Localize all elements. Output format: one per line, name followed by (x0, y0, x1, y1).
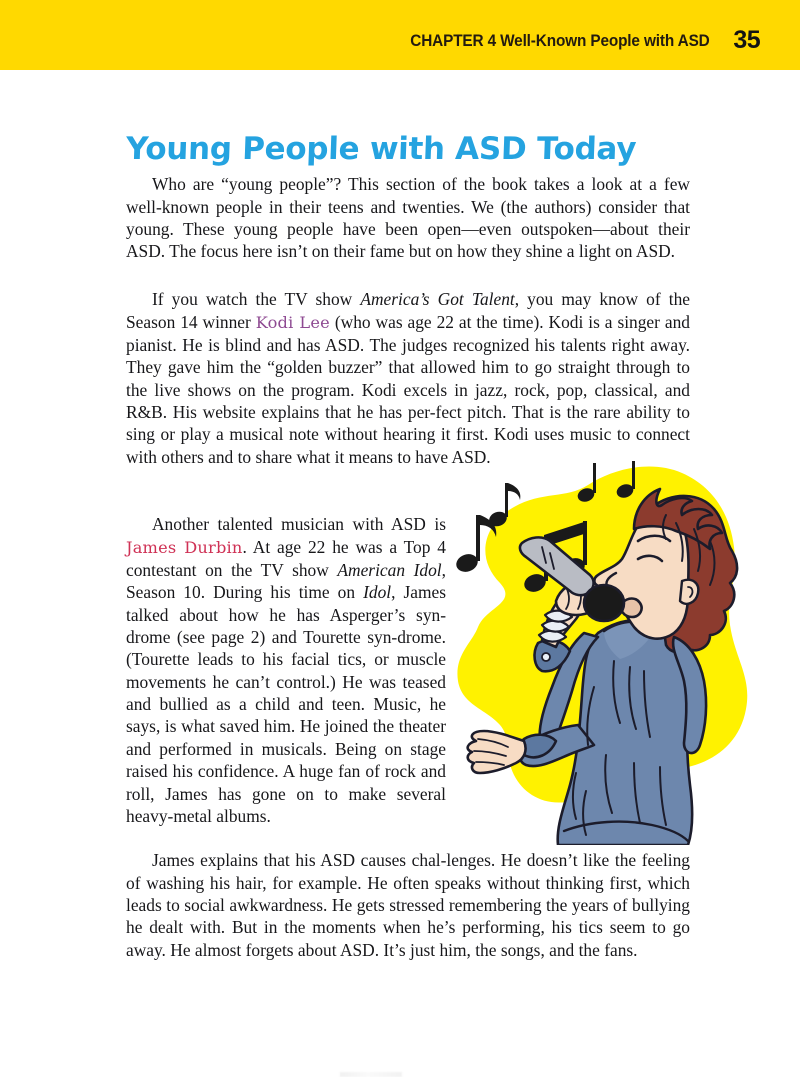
text-run: If you watch the TV show (152, 289, 361, 310)
cuff-button (542, 653, 550, 661)
paragraph-kodi-lee (126, 288, 690, 468)
running-head-group (399, 24, 760, 53)
mic-head (584, 585, 624, 621)
paragraph-intro: Who are “young people”? This section of the book takes a look at a few well-known people in their teens and twenties. We (the authors) consider that young. These young people have been open—even outspoken—about their ASD. The focus here isn’t on their fame but on how they shine a light on ASD. (126, 174, 690, 262)
text-run: (who was age 22 at the time). Kodi is a singer and pianist. He is blind and has ASD. The judges recognized his talents right away. They gave him the “golden buzzer” that allowed him to go straight through to the live shows on the program. Kodi excels in jazz, rock, pop, classical, and R&B. His website explains that he has per-fect pitch. That is the rare ability to sing or play a musical note without hearing it first. Kodi uses music to connect with others and to share what it means to have ASD. (126, 311, 690, 467)
text-run: . At age 22 he was a Top 4 contestant on the TV show (126, 536, 446, 581)
text-run: , Season 10. During his time on (126, 560, 446, 603)
paragraph-james-durbin (126, 513, 446, 827)
paragraph-challenges: James explains that his ASD causes chal-lenges. He doesn’t like the feeling of washing his hair, for example. He often speaks without thinking first, which leads to social awkwardness. He gets stressed remembering the years of bullying he dealt with. But in the moments when he’s performing, his tics seem to go away. He almost forgets about ASD. It’s just him, the songs, and the fans. (126, 850, 690, 960)
running-head-text: CHAPTER 4 Well-Known People with ASD (409, 32, 710, 50)
highlighted-name-kodi-lee: Kodi Lee (255, 312, 330, 332)
page-number: 35 (733, 26, 760, 54)
show-title-american-idol: American Idol (337, 560, 442, 581)
page-content (0, 70, 800, 1029)
text-run: , you may know of the Season 14 winner (126, 289, 690, 332)
scan-artifact (340, 1072, 402, 1077)
bracelets (539, 611, 572, 642)
singer-illustration (438, 455, 768, 845)
text-run: , James talked about how he has Asperger’s syn-drome (see page 2) and Tourette syn-drome. (Tourette leads to his facial tics, or muscle movements he can’t control.) He was teased and bullied as a child and teen. Music, he says, is what saved him. He joined the theater and performed in musicals. Being on stage raised his confidence. A huge fan of rock and roll, James has gone on to make several heavy-metal albums. (126, 582, 446, 826)
section-heading: Young People with ASD Today (125, 130, 637, 167)
text-run: Another talented musician with ASD is (152, 514, 446, 535)
ear (680, 580, 698, 604)
show-title-agt: America’s Got Talent (360, 289, 515, 310)
show-title-idol: Idol (363, 582, 392, 603)
highlighted-name-james-durbin: James Durbin (126, 537, 243, 557)
page-header-band (0, 0, 800, 70)
